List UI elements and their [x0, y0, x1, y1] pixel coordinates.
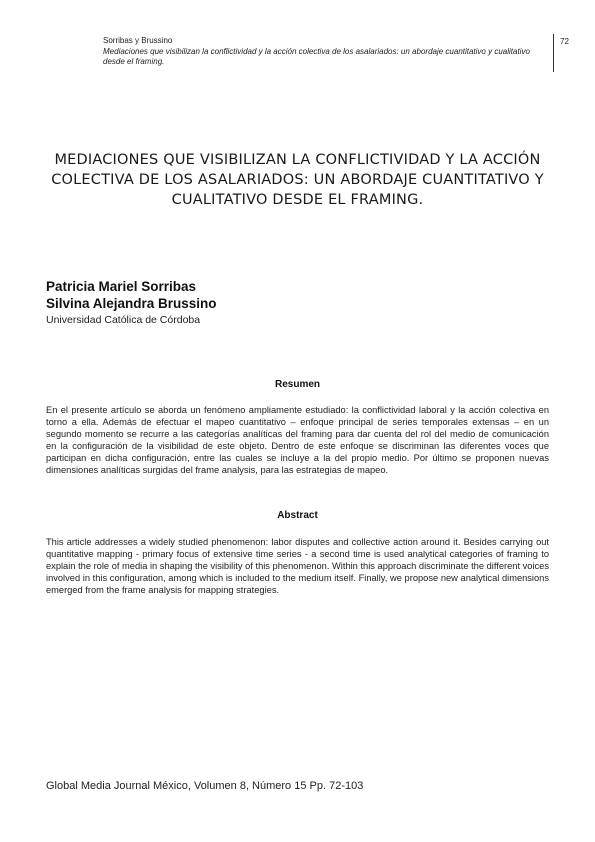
authors-block	[46, 278, 546, 327]
author-1: Patricia Mariel Sorribas	[46, 279, 197, 294]
author-2: Silvina Alejandra Brussino	[46, 296, 217, 311]
abstract-text: This article addresses a widely studied phenomenon: labor disputes and collective action around it. Besides carrying out quantitative mapping - primary focus of extensive time series - a second time is used analytical categories of framing to explain the role of media in shaping the visibility of this phenomenon. Within this approach discriminate the different voices involved in this configuration, among which is included to the medium itself. Finally, we propose new analytical dimensions emerged from the frame analysis for mapping strategies.	[46, 537, 549, 596]
resumen-heading: Resumen	[274, 379, 320, 390]
article-title: MEDIACIONES QUE VISIBILIZAN LA CONFLICTIVIDAD Y LA ACCIÓN COLECTIVA DE LOS ASALARIADOS: UN ABORDAJE CUANTITATIVO Y CUALITATIVO DESDE EL FRAMING.	[51, 152, 544, 208]
header-running-title: Mediaciones que visibilizan la conflictividad y la acción colectiva de los asalariados: un abordaje cuantitativo y cualitativo desde el framing.	[103, 46, 530, 66]
running-header	[103, 36, 553, 68]
resumen-text: En el presente artículo se aborda un fenómeno ampliamente estudiado: la conflictividad laboral y la acción colectiva en torno a ella. Además de efectuar el mapeo cuantitativo – enfoque principal de series temporales extensas – en un segundo momento se recurre a las categorías analíticas del framing para dar cuenta del rol del medio de comunicación en la configuración de la visibilidad de este objeto. Dentro de este enfoque se discriminan las diferentes voces que participan en dicha configuración, entre las cuales se incluye a la del propio medio. Por último se proponen nuevas dimensiones analíticas surgidas del frame analysis, para las estrategias de mapeo.	[46, 405, 549, 476]
header-divider	[553, 34, 554, 72]
journal-footer: Global Media Journal México, Volumen 8, Número 15 Pp. 72-103	[46, 780, 364, 792]
header-authors: Sorribas y Brussino	[103, 36, 173, 45]
affiliation: Universidad Católica de Córdoba	[46, 314, 201, 326]
page-number: 72	[560, 37, 569, 46]
abstract-heading: Abstract	[277, 510, 318, 521]
